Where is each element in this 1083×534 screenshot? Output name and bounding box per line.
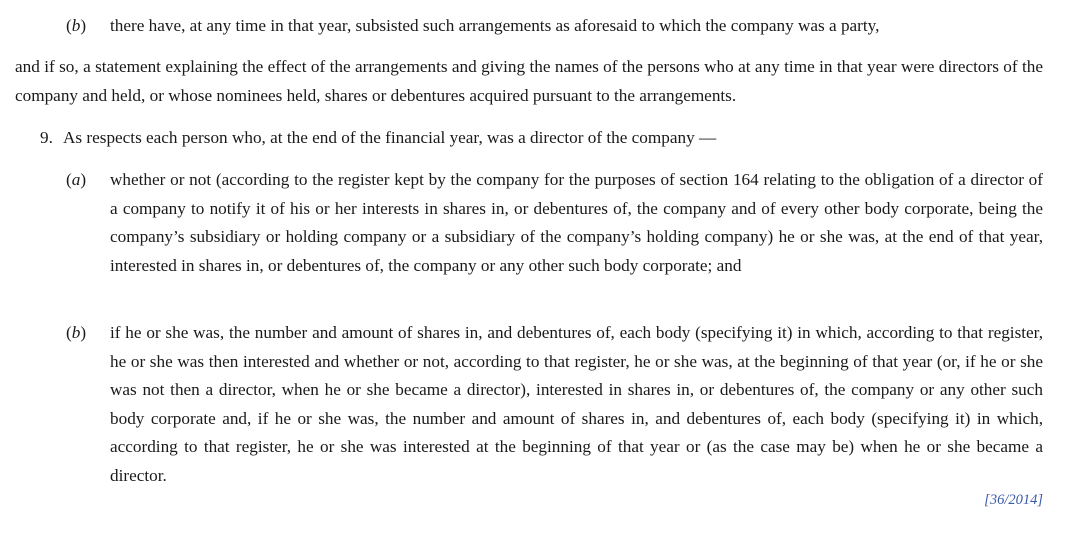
paragraph-b-text: there have, at any time in that year, subsisted such arrangements as aforesaid to which the company was a party, <box>110 16 880 35</box>
label-letter: b <box>71 323 81 342</box>
label-close-paren: ) <box>80 16 87 35</box>
label-letter: a <box>71 170 81 189</box>
amendment-note: [36/2014] <box>984 492 1043 508</box>
label-open-paren: ( <box>66 170 72 189</box>
item-9-text: As respects each person who, at the end of the financial year, was a director of the company — <box>63 128 717 147</box>
label-close-paren: ) <box>80 170 87 189</box>
paragraph-b-label <box>66 12 86 41</box>
label-open-paren: ( <box>66 323 72 342</box>
item-9a-label <box>66 166 86 195</box>
label-close-paren: ) <box>80 323 87 342</box>
label-letter: b <box>71 16 81 35</box>
continuation-text: and if so, a statement explaining the effect of the arrangements and giving the names of the persons who at any time in that year were directors of the company and held, or whose nominees held, shares or debentures acquired pursuant to the arrangements. <box>15 57 1043 105</box>
item-9-number: 9. <box>40 128 53 147</box>
label-open-paren: ( <box>66 16 72 35</box>
item-9b-label <box>66 319 86 348</box>
item-9a-text: whether or not (according to the register kept by the company for the purposes of section 164 relating to the obligation of a director of a company to notify it of his or her interests in shares in, or debentures of, the company and of every other body corporate, being the company’s subsidiary or holding company or a subsidiary of the company’s holding company) he or she was, at the end of that year, interested in shares in, or debentures of, the company or any other such body corporate; and <box>110 170 1043 275</box>
item-9b-text: if he or she was, the number and amount of shares in, and debentures of, each body (specifying it) in which, according to that register, he or she was then interested and whether or not, according to that register, he or she was, at the beginning of that year (or, if he or she was not then a director, when he or she became a director), interested in shares in, or debentures of, the company or any other such body corporate and, if he or she was, the number and amount of shares in, and debentures of, each body (specifying it) in which, according to that register, he or she was interested at the beginning of that year or (as the case may be) when he or she became a director. <box>110 323 1043 485</box>
